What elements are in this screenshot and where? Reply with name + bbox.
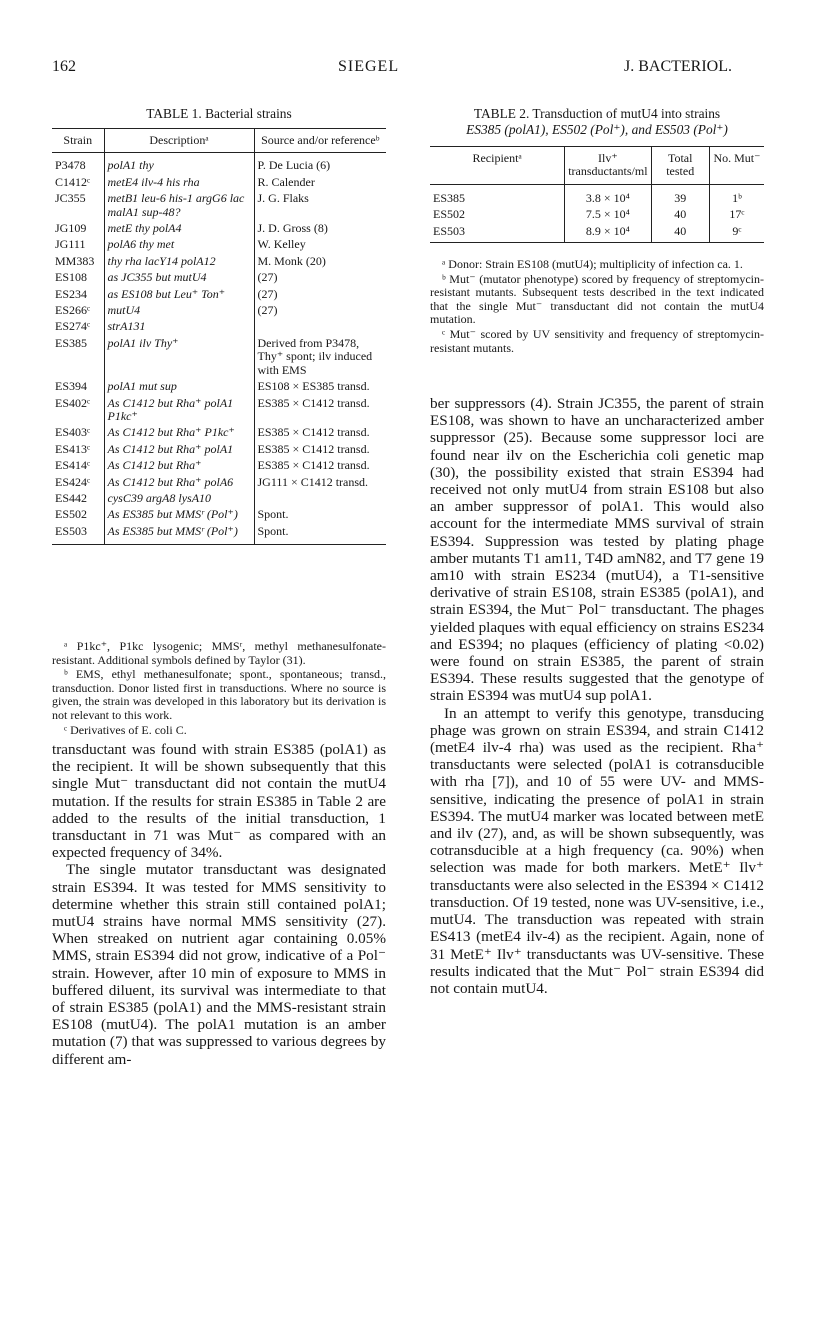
- table1-row: [52, 269, 386, 285]
- table1-row: [52, 457, 386, 473]
- table1-cell-description: strA131: [104, 318, 254, 334]
- table1-cell-description: cysC39 argA8 lysA10: [104, 490, 254, 506]
- table1-row: [52, 424, 386, 440]
- table2-footnote: ᵃ Donor: Strain ES108 (mutU4); multiplicity of infection ca. 1.: [442, 257, 743, 271]
- table2-row: [430, 184, 764, 206]
- table1-cell-strain: JC355: [55, 191, 86, 206]
- table1-row: [52, 236, 386, 252]
- table1-cell-description: polA1 mut sup: [104, 378, 254, 394]
- table1-row: [52, 441, 386, 457]
- table2-cell-mut: 17ᶜ: [709, 206, 764, 222]
- table1-cell-description: As C1412 but Rha⁺ P1kc⁺: [104, 424, 254, 440]
- table1-row: [52, 302, 386, 318]
- table2-cell-total: 40: [651, 223, 709, 243]
- table1-cell-strain: ES266ᶜ: [55, 303, 91, 318]
- table2-cell-ilv: 7.5 × 10⁴: [565, 206, 651, 222]
- running-head-author: SIEGEL: [338, 58, 400, 75]
- table1-cell-description: polA1 ilv Thy⁺: [104, 335, 254, 378]
- right-column-text: [430, 395, 764, 997]
- table1-cell-strain: ES402ᶜ: [55, 395, 91, 410]
- table1-cell-strain: MM383: [55, 253, 95, 268]
- table2-caption-line2: ES385 (polA1), ES502 (Pol⁺), and ES503 (Pol⁺): [466, 122, 728, 137]
- table1-header-source: Source and/or referenceᵇ: [254, 129, 386, 153]
- table2-footnote: ᵇ Mut⁻ (mutator phenotype) scored by frequency of streptomycin-resistant mutants. Subsequent tests described in the text indicated that the single Mut⁻ transductant did not contain the mutU4 mutation.: [430, 271, 764, 327]
- table1-footnote: ᵇ EMS, ethyl methanesulfonate; spont., spontaneous; transd., transduction. Donor listed first in transductions. Where no source is given, the strain was developed in this laboratory but its derivation is not relevant to this work.: [52, 667, 386, 722]
- table1-footnotes: [52, 640, 386, 738]
- table1-header-strain: Strain: [52, 129, 104, 153]
- table1-cell-source: P. De Lucia (6): [254, 153, 386, 174]
- table1-cell-strain: ES503: [52, 523, 104, 545]
- table1-cell-source: (27): [254, 269, 386, 285]
- table2-row: [430, 223, 764, 243]
- table2-cell-recipient: ES503: [430, 223, 565, 243]
- table1-cell-source: ES385 × C1412 transd.: [254, 457, 386, 473]
- table1-cell-description: As C1412 but Rha⁺: [104, 457, 254, 473]
- body-paragraph: ber suppressors (4). Strain JC355, the parent of strain ES108, was shown to have an uncharacterized amber suppressor (25). Because some suppressor loci are found near ilv on the Escherichia coli genetic map (30), the possibility existed that strain ES394 had received not only mutU4 from strain ES108 but also an amber suppressor of polA1. This would also account for the intermediate MMS survival of strain ES394. Suppression was tested by plating phage amber mutants T1 am11, T4D amN82, and T7 gene 19 am10 with strain ES234 (mutU4), a T1-sensitive derivative of strain ES108, strain ES385 (polA1), and strain ES394, the Mut⁻ Pol⁻ transductant. The phages yielded plaques with equal efficiency on strains ES234 and ES394; no plaques (efficiency of plating <0.02) were found on strain ES385, the parent of strain ES394. These results suggested that the genotype of strain ES394 was mutU4 sup polA1.: [430, 395, 764, 705]
- table1-row: [52, 253, 386, 269]
- table1-row: [52, 190, 386, 220]
- table1-cell-source: [254, 490, 386, 506]
- table2-header-mut: No. Mut⁻: [709, 147, 764, 185]
- table1-cell-strain: C1412ᶜ: [55, 174, 91, 189]
- table1-cell-source: ES385 × C1412 transd.: [254, 395, 386, 425]
- table1-cell-strain: ES108: [55, 270, 88, 285]
- table1-row: [52, 490, 386, 506]
- table1-footnote: ᵃ P1kc⁺, P1kc lysogenic; MMSʳ, methyl methanesulfonate-resistant. Additional symbols defined by Taylor (31).: [52, 639, 386, 667]
- table2-footnote: ᶜ Mut⁻ scored by UV sensitivity and frequency of streptomycin-resistant mutants.: [430, 326, 764, 355]
- table1-cell-description: metE thy polA4: [104, 220, 254, 236]
- table1-body: [52, 153, 386, 545]
- table1-cell-source: J. D. Gross (8): [254, 220, 386, 236]
- table1-cell-strain: ES234: [55, 286, 88, 301]
- table2-cell-mut: 9ᶜ: [709, 223, 764, 243]
- table1-cell-source: [254, 318, 386, 334]
- table1-cell-description: As ES385 but MMSʳ (Pol⁺): [104, 506, 254, 522]
- table1-row: [52, 523, 386, 545]
- table1-cell-description: As ES385 but MMSʳ (Pol⁺): [104, 523, 254, 545]
- table1: [52, 128, 386, 545]
- table1-cell-description: As C1412 but Rha⁺ polA1 P1kc⁺: [104, 395, 254, 425]
- table2-row: [430, 206, 764, 222]
- table1-cell-source: ES108 × ES385 transd.: [254, 378, 386, 394]
- table1-cell-strain: ES274ᶜ: [55, 319, 91, 334]
- table1-cell-description: thy rha lacY14 polA12: [104, 253, 254, 269]
- table2-header-ilv: Ilv⁺ transductants/ml: [565, 147, 651, 185]
- table1-row: [52, 474, 386, 490]
- table2-header-recipient: Recipientᵃ: [430, 147, 565, 185]
- table1-cell-strain: ES414ᶜ: [55, 458, 91, 473]
- table1-row: [52, 378, 386, 394]
- table2-cell-recipient: ES502: [433, 207, 466, 222]
- table2-cell-mut: 1ᵇ: [709, 184, 764, 206]
- table1-cell-description: metB1 leu-6 his-1 argG6 lac malA1 sup-48?: [104, 190, 254, 220]
- table1-cell-source: (27): [254, 286, 386, 302]
- page-number: 162: [52, 58, 76, 75]
- table1-cell-source: R. Calender: [254, 174, 386, 190]
- table1-cell-source: M. Monk (20): [254, 253, 386, 269]
- table2-caption: [430, 106, 764, 138]
- table1-cell-strain: ES442: [55, 490, 88, 505]
- table1-cell-source: J. G. Flaks: [254, 190, 386, 220]
- table1-row: [52, 395, 386, 425]
- table1-cell-source: ES385 × C1412 transd.: [254, 441, 386, 457]
- table1-row: [52, 174, 386, 190]
- table1-caption: TABLE 1. Bacterial strains: [146, 106, 292, 121]
- table1-cell-strain: JG109: [55, 221, 87, 236]
- table1-cell-strain: ES413ᶜ: [55, 441, 91, 456]
- table1-cell-strain: ES403ᶜ: [55, 425, 91, 440]
- table2-footnotes: [430, 258, 764, 356]
- table1-cell-source: W. Kelley: [254, 236, 386, 252]
- table1-cell-description: metE4 ilv-4 his rha: [104, 174, 254, 190]
- running-head-journal: J. BACTERIOL.: [624, 58, 732, 75]
- table1-cell-description: polA1 thy: [104, 153, 254, 174]
- table1-header-description: Descriptionᵃ: [104, 129, 254, 153]
- table2-cell-total: 39: [651, 184, 709, 206]
- table1-cell-strain: ES385: [55, 335, 88, 350]
- table1-cell-source: ES385 × C1412 transd.: [254, 424, 386, 440]
- table2-cell-ilv: 3.8 × 10⁴: [565, 184, 651, 206]
- table1-row: [52, 506, 386, 522]
- table1-cell-strain: JG111: [55, 237, 86, 252]
- table1-row: [52, 286, 386, 302]
- table1-cell-description: mutU4: [104, 302, 254, 318]
- table1-cell-strain: ES394: [55, 379, 88, 394]
- table2: [430, 146, 764, 243]
- table2-header-total: Total tested: [651, 147, 709, 185]
- table1-cell-strain: P3478: [55, 158, 86, 173]
- table1-cell-source: Derived from P3478, Thy⁺ spont; ilv induced with EMS: [254, 335, 386, 378]
- table2-cell-recipient: ES385: [433, 190, 466, 205]
- body-paragraph: In an attempt to verify this genotype, transducing phage was grown on strain ES394, and strain C1412 (metE4 ilv-4 rha) was used as the recipient. Rha⁺ transductants were selected (polA1 is cotransducible with rha [7]), and 10 of 55 were UV- and MMS-sensitive, indicating the presence of polA1 in strain ES394. The mutU4 marker was located between metE and ilv (27), and, as will be shown subsequently, was cotransducible at a high frequency (ca. 90%) when selection was made for both markers. MetE⁺ Ilv⁺ transductants were also selected in the ES394 × C1412 transduction. Of 19 tested, none was UV-sensitive, i.e., mutU4. The transduction was repeated with strain ES413 (metE4 ilv-4) as the recipient. Again, none of 31 MetE⁺ Ilv⁺ transductants was UV-sensitive. These results indicated that the Mut⁻ Pol⁻ strain ES394 did not contain mutU4.: [430, 704, 764, 997]
- table2-caption-line1: TABLE 2. Transduction of mutU4 into strains: [473, 106, 721, 121]
- table2-cell-ilv: 8.9 × 10⁴: [565, 223, 651, 243]
- table1-row: [52, 220, 386, 236]
- table1-cell-source: (27): [254, 302, 386, 318]
- table1-cell-source: JG111 × C1412 transd.: [254, 474, 386, 490]
- table1-cell-description: polA6 thy met: [104, 236, 254, 252]
- table2-cell-total: 40: [651, 206, 709, 222]
- table1-row: [52, 318, 386, 334]
- body-paragraph: The single mutator transductant was designated strain ES394. It was tested for MMS sensitivity to determine whether this strain still contained polA1; mutU4 strains have normal MMS sensitivity (27). When streaked on nutrient agar containing 0.05% MMS, strain ES394 did not grow, indicative of a Pol⁻ strain. However, after 10 min of exposure to MMS in buffered diluent, its survival was intermediate to that of strain ES385 (polA1) and the MMS-resistant strain ES108 (mutU4). The polA1 mutation is an amber mutation (7) that was suppressed to various degrees by different am-: [52, 861, 386, 1068]
- table1-cell-description: As C1412 but Rha⁺ polA6: [104, 474, 254, 490]
- table1-row: [52, 335, 386, 378]
- table1-cell-strain: ES424ᶜ: [55, 474, 91, 489]
- table1-cell-source: Spont.: [254, 523, 386, 545]
- table1-row: [52, 153, 386, 174]
- left-column-text: [52, 741, 386, 1068]
- table1-cell-strain: ES502: [55, 507, 88, 522]
- table2-body: [430, 184, 764, 242]
- table1-cell-description: as JC355 but mutU4: [104, 269, 254, 285]
- table1-footnote: ᶜ Derivatives of E. coli C.: [64, 722, 187, 737]
- table1-cell-source: Spont.: [254, 506, 386, 522]
- body-paragraph: transductant was found with strain ES385 (polA1) as the recipient. It will be shown subsequently that this single Mut⁻ transductant did not contain the mutU4 mutation. If the results for strain ES385 in Table 2 are added to the results of the initial transduction, 1 transductant in 71 was Mut⁻ as compared with an expected frequency of 34%.: [52, 741, 386, 862]
- table1-cell-description: As C1412 but Rha⁺ polA1: [104, 441, 254, 457]
- table1-cell-description: as ES108 but Leu⁺ Ton⁺: [104, 286, 254, 302]
